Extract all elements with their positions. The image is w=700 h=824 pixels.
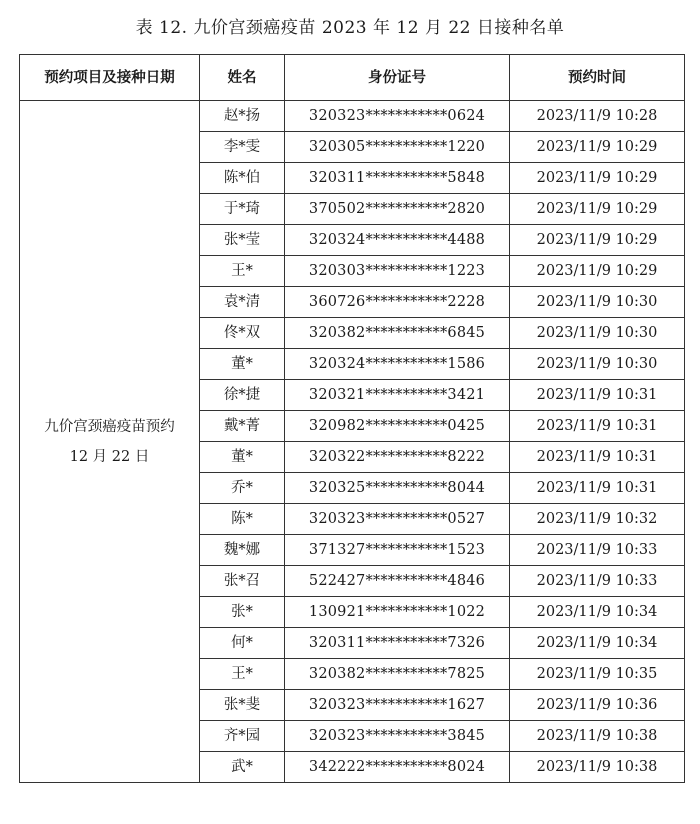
id-number-cell: 320325***********8044 (285, 473, 510, 504)
id-number-cell: 320311***********7326 (285, 628, 510, 659)
page-title: 表 12. 九价宫颈癌疫苗 2023 年 12 月 22 日接种名单 (135, 18, 565, 38)
appointment-time-cell: 2023/11/9 10:36 (510, 690, 685, 721)
vaccination-list-table (19, 54, 685, 783)
id-number-cell: 370502***********2820 (285, 194, 510, 225)
name-cell: 徐*捷 (200, 380, 285, 411)
appointment-time-cell: 2023/11/9 10:31 (510, 442, 685, 473)
project-date-cell (20, 101, 200, 783)
appointment-time-cell: 2023/11/9 10:30 (510, 349, 685, 380)
appointment-time-cell: 2023/11/9 10:31 (510, 411, 685, 442)
id-number-cell: 342222***********8024 (285, 752, 510, 783)
name-cell: 乔* (200, 473, 285, 504)
name-cell: 武* (200, 752, 285, 783)
name-cell: 王* (200, 256, 285, 287)
name-cell: 赵*扬 (200, 101, 285, 132)
id-number-cell: 360726***********2228 (285, 287, 510, 318)
appointment-time-cell: 2023/11/9 10:38 (510, 721, 685, 752)
id-number-cell: 320382***********6845 (285, 318, 510, 349)
header-name: 姓名 (200, 55, 285, 101)
name-cell: 张* (200, 597, 285, 628)
name-cell: 袁*清 (200, 287, 285, 318)
appointment-time-cell: 2023/11/9 10:35 (510, 659, 685, 690)
appointment-time-cell: 2023/11/9 10:34 (510, 628, 685, 659)
id-number-cell: 320311***********5848 (285, 163, 510, 194)
table-header-row (20, 55, 685, 101)
id-number-cell: 320321***********3421 (285, 380, 510, 411)
id-number-cell: 320323***********0624 (285, 101, 510, 132)
appointment-time-cell: 2023/11/9 10:32 (510, 504, 685, 535)
id-number-cell: 320324***********1586 (285, 349, 510, 380)
table-body (20, 101, 685, 783)
appointment-time-cell: 2023/11/9 10:29 (510, 194, 685, 225)
name-cell: 陈* (200, 504, 285, 535)
header-appointment-time: 预约时间 (510, 55, 685, 101)
appointment-time-cell: 2023/11/9 10:38 (510, 752, 685, 783)
table-row (20, 101, 685, 132)
id-number-cell: 320322***********8222 (285, 442, 510, 473)
appointment-time-cell: 2023/11/9 10:30 (510, 318, 685, 349)
name-cell: 董* (200, 349, 285, 380)
id-number-cell: 130921***********1022 (285, 597, 510, 628)
name-cell: 张*斐 (200, 690, 285, 721)
name-cell: 魏*娜 (200, 535, 285, 566)
id-number-cell: 320305***********1220 (285, 132, 510, 163)
name-cell: 董* (200, 442, 285, 473)
id-number-cell: 371327***********1523 (285, 535, 510, 566)
name-cell: 佟*双 (200, 318, 285, 349)
appointment-time-cell: 2023/11/9 10:30 (510, 287, 685, 318)
name-cell: 齐*园 (200, 721, 285, 752)
name-cell: 陈*伯 (200, 163, 285, 194)
name-cell: 王* (200, 659, 285, 690)
name-cell: 何* (200, 628, 285, 659)
id-number-cell: 320303***********1223 (285, 256, 510, 287)
header-id-number: 身份证号 (285, 55, 510, 101)
id-number-cell: 320323***********0527 (285, 504, 510, 535)
name-cell: 戴*菁 (200, 411, 285, 442)
appointment-time-cell: 2023/11/9 10:29 (510, 163, 685, 194)
id-number-cell: 320382***********7825 (285, 659, 510, 690)
project-date-label: 12 月 22 日 (69, 448, 150, 465)
name-cell: 张*莹 (200, 225, 285, 256)
appointment-time-cell: 2023/11/9 10:29 (510, 225, 685, 256)
project-label: 九价宫颈癌疫苗预约 (44, 418, 175, 435)
name-cell: 张*召 (200, 566, 285, 597)
appointment-time-cell: 2023/11/9 10:29 (510, 132, 685, 163)
id-number-cell: 320323***********1627 (285, 690, 510, 721)
appointment-time-cell: 2023/11/9 10:33 (510, 535, 685, 566)
id-number-cell: 320324***********4488 (285, 225, 510, 256)
appointment-time-cell: 2023/11/9 10:33 (510, 566, 685, 597)
header-project-date: 预约项目及接种日期 (20, 55, 200, 101)
appointment-time-cell: 2023/11/9 10:28 (510, 101, 685, 132)
id-number-cell: 320323***********3845 (285, 721, 510, 752)
name-cell: 于*琦 (200, 194, 285, 225)
id-number-cell: 522427***********4846 (285, 566, 510, 597)
id-number-cell: 320982***********0425 (285, 411, 510, 442)
appointment-time-cell: 2023/11/9 10:34 (510, 597, 685, 628)
name-cell: 李*雯 (200, 132, 285, 163)
appointment-time-cell: 2023/11/9 10:31 (510, 380, 685, 411)
appointment-time-cell: 2023/11/9 10:31 (510, 473, 685, 504)
appointment-time-cell: 2023/11/9 10:29 (510, 256, 685, 287)
